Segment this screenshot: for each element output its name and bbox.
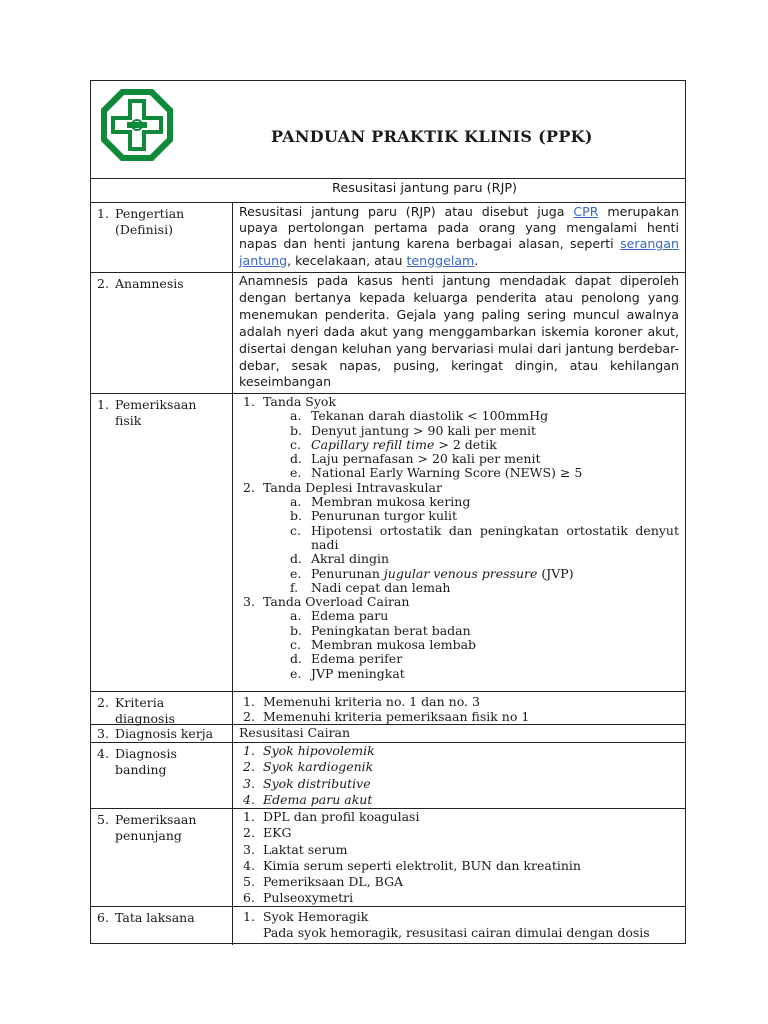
kriteria-list bbox=[233, 692, 685, 724]
label-number: 4. bbox=[97, 746, 109, 761]
label-number: 6. bbox=[97, 910, 109, 925]
group-item bbox=[239, 481, 679, 595]
item-text: Penurunan turgor kulit bbox=[311, 508, 458, 524]
sub-list-item bbox=[263, 667, 679, 681]
item-text: JVP meningkat bbox=[311, 665, 405, 681]
label-number: 2. bbox=[97, 695, 109, 710]
item-text: Akral dingin bbox=[311, 551, 390, 567]
item-text: Denyut jantung > 90 kali per menit bbox=[311, 422, 537, 438]
list-item-text: Syok kardiogenik bbox=[263, 759, 374, 775]
health-cross-logo-icon bbox=[97, 85, 177, 165]
list-number: 5. bbox=[243, 874, 255, 890]
item-text: > 2 detik bbox=[434, 436, 497, 452]
sub-list bbox=[263, 609, 679, 680]
label-text: Diagnosis kerja bbox=[115, 726, 214, 741]
sub-list-letter: e. bbox=[290, 665, 302, 681]
sub-list-letter: e. bbox=[290, 465, 302, 481]
cpr-link[interactable]: CPR bbox=[573, 204, 599, 219]
sub-list-item bbox=[263, 438, 679, 452]
label-number: 2. bbox=[97, 276, 109, 291]
sub-list-item bbox=[263, 567, 679, 581]
kriteria-list bbox=[239, 694, 679, 724]
section-diagnosis-kerja bbox=[91, 725, 685, 743]
label-text: Pemeriksaan bbox=[115, 812, 197, 827]
diagnosis-kerja-text: Resusitasi Cairan bbox=[239, 725, 351, 740]
sub-list-letter: c. bbox=[290, 436, 301, 452]
label-text: Pengertian bbox=[115, 206, 185, 221]
list-item-text: Laktat serum bbox=[263, 841, 348, 857]
header-row bbox=[91, 81, 685, 179]
section-pemeriksaan-fisik bbox=[91, 394, 685, 692]
list-item bbox=[239, 874, 679, 890]
label-text-cont: (Definisi) bbox=[115, 222, 173, 237]
list-item-text: Kimia serum seperti elektrolit, BUN dan kreatinin bbox=[263, 857, 581, 873]
list-item bbox=[239, 858, 679, 874]
section-diagnosis-banding bbox=[91, 743, 685, 809]
sub-list-item bbox=[263, 624, 679, 638]
list-item-text: Edema paru akut bbox=[263, 792, 373, 808]
list-item-title: Syok Hemoragik bbox=[263, 909, 369, 924]
group-item bbox=[239, 395, 679, 481]
list-number: 2. bbox=[243, 825, 255, 841]
label-number: 1. bbox=[97, 206, 109, 221]
sub-list-letter: c. bbox=[290, 522, 301, 538]
label-number: 5. bbox=[97, 812, 109, 827]
label-text: Diagnosis bbox=[115, 746, 177, 761]
definisi-text-part: , kecelakaan, atau bbox=[287, 252, 407, 268]
sub-list-letter: d. bbox=[290, 651, 302, 667]
list-number: 4. bbox=[243, 792, 255, 808]
list-item-text: DPL dan profil koagulasi bbox=[263, 809, 420, 824]
group-title: Tanda Deplesi Intravaskular bbox=[263, 479, 442, 495]
document-title: PANDUAN PRAKTIK KLINIS (PPK) bbox=[271, 127, 593, 146]
sub-list bbox=[263, 409, 679, 480]
label-text-cont: banding bbox=[115, 762, 167, 777]
list-item bbox=[239, 825, 679, 841]
list-item-text: Pada syok hemoragik, resusitasi cairan dimulai dengan dosis bbox=[263, 925, 650, 940]
list-number: 4. bbox=[243, 857, 255, 873]
section-kriteria-diagnosis bbox=[91, 692, 685, 725]
sub-list-letter: a. bbox=[290, 608, 302, 624]
sub-list-letter: d. bbox=[290, 551, 302, 567]
sub-list-item bbox=[263, 452, 679, 466]
item-text: Membran mukosa lembab bbox=[311, 637, 477, 653]
definisi-text-part: Resusitasi jantung paru (RJP) atau disebut juga bbox=[239, 204, 574, 219]
definisi-text bbox=[233, 203, 685, 272]
list-item-text: Memenuhi kriteria no. 1 dan no. 3 bbox=[263, 694, 480, 709]
list-number: 2. bbox=[243, 759, 255, 775]
list-number: 1. bbox=[243, 809, 255, 824]
diagnosis-banding-list bbox=[233, 743, 685, 808]
list-item-text: Pemeriksaan DL, BGA bbox=[263, 874, 404, 890]
sub-list-item bbox=[263, 581, 679, 595]
label-number: 1. bbox=[97, 397, 109, 412]
item-text: Hipotensi ortostatik dan peningkatan ortostatik denyut nadi bbox=[311, 522, 679, 552]
list-number: 3. bbox=[243, 594, 255, 610]
item-text: Laju pernafasan > 20 kali per menit bbox=[311, 451, 541, 467]
item-text: National Early Warning Score (NEWS) ≥ 5 bbox=[311, 465, 583, 481]
tenggelam-link[interactable]: tenggelam bbox=[406, 252, 475, 268]
penunjang-list bbox=[239, 809, 679, 907]
list-number: 2. bbox=[243, 479, 255, 495]
pemeriksaan-fisik-list bbox=[233, 394, 685, 691]
list-number: 3. bbox=[243, 775, 255, 791]
list-number: 1. bbox=[243, 694, 255, 709]
list-number: 6. bbox=[243, 890, 255, 906]
item-text: (JVP) bbox=[537, 565, 574, 581]
list-item-text: EKG bbox=[263, 825, 292, 841]
list-item bbox=[239, 694, 679, 709]
item-text-italic: Capillary refill time bbox=[311, 436, 435, 452]
list-item bbox=[239, 842, 679, 858]
sub-list-letter: c. bbox=[290, 637, 301, 653]
item-text: Edema paru bbox=[311, 608, 389, 624]
item-text-italic: jugular venous pressure bbox=[383, 565, 538, 581]
sub-list-letter: a. bbox=[290, 494, 302, 510]
list-item-text: Memenuhi kriteria pemeriksaan fisik no 1 bbox=[263, 709, 530, 724]
sub-list-letter: a. bbox=[290, 408, 302, 424]
tata-laksana-content bbox=[233, 907, 685, 945]
list-number: 1. bbox=[243, 394, 255, 409]
list-item bbox=[239, 909, 679, 941]
label-diagnosis-kerja bbox=[91, 725, 233, 742]
label-pemeriksaan-fisik bbox=[91, 394, 233, 691]
label-text: Anamnesis bbox=[115, 276, 184, 291]
sub-list-letter: b. bbox=[290, 422, 302, 438]
sub-list-letter: d. bbox=[290, 451, 302, 467]
list-number: 1. bbox=[243, 909, 255, 924]
list-item-text: Syok distributive bbox=[263, 775, 371, 791]
label-text: Kriteria bbox=[115, 695, 165, 710]
label-text: Tata laksana bbox=[115, 910, 195, 925]
label-anamnesis bbox=[91, 273, 233, 393]
list-item bbox=[239, 759, 679, 775]
sub-list-item bbox=[263, 609, 679, 623]
list-number: 3. bbox=[243, 841, 255, 857]
group-list bbox=[239, 395, 679, 681]
ppk-document bbox=[90, 80, 686, 944]
label-diagnosis-banding bbox=[91, 743, 233, 808]
document-subtitle: Resusitasi jantung paru (RJP) bbox=[332, 181, 518, 196]
list-number: 2. bbox=[243, 709, 255, 724]
sub-list-letter: b. bbox=[290, 622, 302, 638]
item-text: Membran mukosa kering bbox=[311, 494, 471, 510]
definisi-text-part: merupakan upaya pertolongan pertama pada orang yang mengalami henti napas dan henti jantung karena berbagai alasan, seperti bbox=[239, 204, 679, 252]
label-pemeriksaan-penunjang bbox=[91, 809, 233, 906]
list-item bbox=[239, 776, 679, 792]
label-text-cont: penunjang bbox=[115, 828, 182, 843]
sub-list-item bbox=[263, 509, 679, 523]
sub-list-letter: f. bbox=[290, 579, 299, 595]
list-item bbox=[239, 709, 679, 724]
sub-list-item bbox=[263, 652, 679, 666]
section-anamnesis bbox=[91, 273, 685, 394]
sub-list-item bbox=[263, 495, 679, 509]
definisi-text-part: . bbox=[474, 252, 479, 268]
sub-list-item bbox=[263, 409, 679, 423]
label-kriteria-diagnosis bbox=[91, 692, 233, 724]
serangan-jantung-link[interactable]: serangan jantung bbox=[239, 236, 679, 268]
sub-list-item bbox=[263, 424, 679, 438]
label-definisi bbox=[91, 203, 233, 272]
list-item-text: Pulseoxymetri bbox=[263, 890, 354, 906]
label-text: Pemeriksaan bbox=[115, 397, 197, 412]
anamnesis-text: Anamnesis pada kasus henti jantung mendadak dapat diperoleh dengan bertanya kepada keluarga penderita atau penolong yang menemukan penderita. Gejala yang paling sering muncul awalnya adalah nyeri dada akut yang menggambarkan iskemia koroner akut, disertai dengan keluhan yang bervariasi mulai dari jantung berdebar-debar, sesak napas, pusing, keringat dingin, atau kehilangan keseimbangan bbox=[239, 273, 679, 390]
list-item bbox=[239, 743, 679, 759]
label-text-cont: fisik bbox=[115, 413, 142, 428]
list-item bbox=[239, 792, 679, 808]
section-pemeriksaan-penunjang bbox=[91, 809, 685, 907]
sub-list-item bbox=[263, 466, 679, 480]
list-item bbox=[239, 890, 679, 906]
list-item-text: Syok hipovolemik bbox=[263, 743, 375, 758]
sub-list-item bbox=[263, 638, 679, 652]
sub-list-item bbox=[263, 524, 679, 553]
sub-list bbox=[263, 495, 679, 595]
list-item bbox=[239, 809, 679, 825]
label-tata-laksana bbox=[91, 907, 233, 945]
sub-list-letter: e. bbox=[290, 565, 302, 581]
group-item bbox=[239, 595, 679, 681]
item-text: Tekanan darah diastolik < 100mmHg bbox=[311, 408, 549, 424]
item-text: Nadi cepat dan lemah bbox=[311, 579, 451, 595]
label-text-cont: diagnosis bbox=[115, 711, 175, 726]
item-text: Peningkatan berat badan bbox=[311, 622, 471, 638]
label-number: 3. bbox=[97, 726, 109, 741]
sub-list-letter: b. bbox=[290, 508, 302, 524]
penunjang-list bbox=[233, 809, 685, 906]
item-text: Penurunan bbox=[311, 565, 384, 581]
item-text: Edema perifer bbox=[311, 651, 403, 667]
section-definisi bbox=[91, 203, 685, 273]
section-tata-laksana bbox=[91, 907, 685, 945]
group-title: Tanda Overload Cairan bbox=[263, 594, 410, 610]
sub-list-item bbox=[263, 552, 679, 566]
list-number: 1. bbox=[243, 743, 255, 758]
group-title: Tanda Syok bbox=[263, 394, 337, 409]
subtitle-row bbox=[91, 179, 685, 203]
banding-list bbox=[239, 743, 679, 809]
